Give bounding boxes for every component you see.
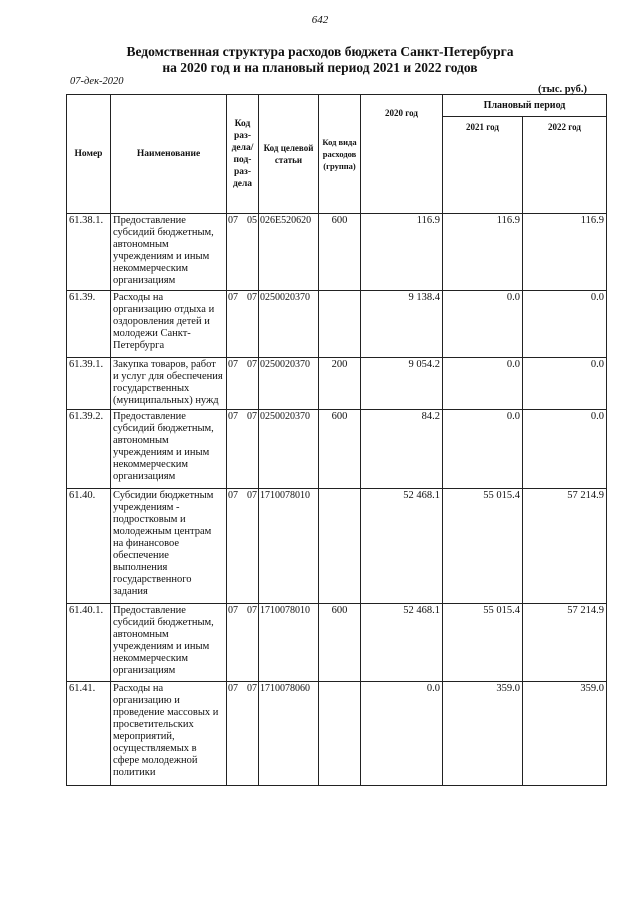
- row-target-code: 1710078010: [259, 604, 319, 682]
- row-2022: 0.0: [523, 358, 607, 410]
- row-expense-type: 600: [319, 410, 361, 489]
- row-name: Субсидии бюджетным учреждениям - подростковым и молодежным центрам на финансовое обеспечение выполнения государственного задания: [111, 489, 227, 604]
- row-expense-type: 200: [319, 358, 361, 410]
- row-2022: 359.0: [523, 682, 607, 786]
- header-target-code: Код целевой статьи: [259, 95, 319, 214]
- row-number: 61.39.2.: [67, 410, 111, 489]
- table-row: [67, 410, 607, 489]
- table-body: [67, 214, 607, 786]
- row-section: [227, 604, 259, 682]
- row-expense-type: 600: [319, 604, 361, 682]
- row-name: Закупка товаров, работ и услуг для обеспечения государственных (муниципальных) нужд: [111, 358, 227, 410]
- row-2021: 0.0: [443, 291, 523, 358]
- subsection-code: 05: [247, 215, 257, 226]
- row-2020: 0.0: [361, 682, 443, 786]
- table-row: [67, 682, 607, 786]
- row-expense-type: [319, 682, 361, 786]
- row-2020: 52 468.1: [361, 604, 443, 682]
- row-target-code: 0250020370: [259, 410, 319, 489]
- row-2021: 0.0: [443, 358, 523, 410]
- row-name: Расходы на организацию и проведение массовых и просветительских мероприятий, осуществляемых в сфере молодежной политики: [111, 682, 227, 786]
- row-2020: 52 468.1: [361, 489, 443, 604]
- section-code: 07: [228, 411, 238, 422]
- row-expense-type: 600: [319, 214, 361, 291]
- row-number: 61.40.1.: [67, 604, 111, 682]
- section-code: 07: [228, 359, 238, 370]
- row-section: [227, 214, 259, 291]
- section-code: 07: [228, 683, 238, 694]
- row-target-code: 026E520620: [259, 214, 319, 291]
- row-number: 61.41.: [67, 682, 111, 786]
- table-row: [67, 358, 607, 410]
- row-2020: 9 138.4: [361, 291, 443, 358]
- table-row: [67, 489, 607, 604]
- row-number: 61.39.: [67, 291, 111, 358]
- row-target-code: 0250020370: [259, 291, 319, 358]
- row-number: 61.38.1.: [67, 214, 111, 291]
- row-section: [227, 358, 259, 410]
- table-row: [67, 291, 607, 358]
- header-2021: 2021 год: [443, 117, 523, 214]
- table-row: [67, 604, 607, 682]
- section-code: 07: [228, 215, 238, 226]
- header-2022: 2022 год: [523, 117, 607, 214]
- header-expense-type: Код вида расходов (группа): [319, 95, 361, 214]
- row-number: 61.40.: [67, 489, 111, 604]
- row-section: [227, 291, 259, 358]
- row-name: Расходы на организацию отдыха и оздоровления детей и молодежи Санкт-Петербурга: [111, 291, 227, 358]
- subsection-code: 07: [247, 605, 257, 616]
- header-number: Номер: [67, 95, 111, 214]
- row-section: [227, 682, 259, 786]
- row-expense-type: [319, 489, 361, 604]
- row-target-code: 1710078010: [259, 489, 319, 604]
- row-section: [227, 410, 259, 489]
- header-2020: 2020 год: [361, 95, 443, 214]
- row-name: Предоставление субсидий бюджетным, автономным учреждениям и иным некоммерческим организациям: [111, 410, 227, 489]
- row-2021: 359.0: [443, 682, 523, 786]
- row-target-code: 0250020370: [259, 358, 319, 410]
- row-target-code: 1710078060: [259, 682, 319, 786]
- row-2020: 9 054.2: [361, 358, 443, 410]
- row-2022: 0.0: [523, 291, 607, 358]
- document-title: [0, 44, 640, 76]
- row-2022: 57 214.9: [523, 489, 607, 604]
- row-2020: 116.9: [361, 214, 443, 291]
- row-number: 61.39.1.: [67, 358, 111, 410]
- row-2021: 116.9: [443, 214, 523, 291]
- section-code: 07: [228, 605, 238, 616]
- row-name: Предоставление субсидий бюджетным, автономным учреждениям и иным некоммерческим организациям: [111, 604, 227, 682]
- subsection-code: 07: [247, 490, 257, 501]
- row-2022: 57 214.9: [523, 604, 607, 682]
- subsection-code: 07: [247, 359, 257, 370]
- row-2022: 116.9: [523, 214, 607, 291]
- table-header: [67, 95, 607, 214]
- subsection-code: 07: [247, 292, 257, 303]
- title-line-1: Ведомственная структура расходов бюджета Санкт-Петербурга: [126, 44, 514, 59]
- row-section: [227, 489, 259, 604]
- row-2021: 0.0: [443, 410, 523, 489]
- section-code: 07: [228, 292, 238, 303]
- title-line-2: на 2020 год и на плановый период 2021 и 2022 годов: [162, 60, 478, 75]
- header-section-code: Код раз- дела/ под- раз- дела: [227, 95, 259, 214]
- units-label: (тыс. руб.): [538, 84, 587, 95]
- header-name: Наименование: [111, 95, 227, 214]
- table-row: [67, 214, 607, 291]
- header-planned-period: Плановый период: [443, 95, 607, 117]
- section-code: 07: [228, 490, 238, 501]
- page-number: 642: [311, 14, 329, 26]
- budget-table: [66, 94, 607, 786]
- row-2022: 0.0: [523, 410, 607, 489]
- subsection-code: 07: [247, 411, 257, 422]
- row-expense-type: [319, 291, 361, 358]
- row-name: Предоставление субсидий бюджетным, автономным учреждениям и иным некоммерческим организациям: [111, 214, 227, 291]
- row-2021: 55 015.4: [443, 489, 523, 604]
- document-date: 07-дек-2020: [70, 76, 124, 87]
- subsection-code: 07: [247, 683, 257, 694]
- row-2020: 84.2: [361, 410, 443, 489]
- row-2021: 55 015.4: [443, 604, 523, 682]
